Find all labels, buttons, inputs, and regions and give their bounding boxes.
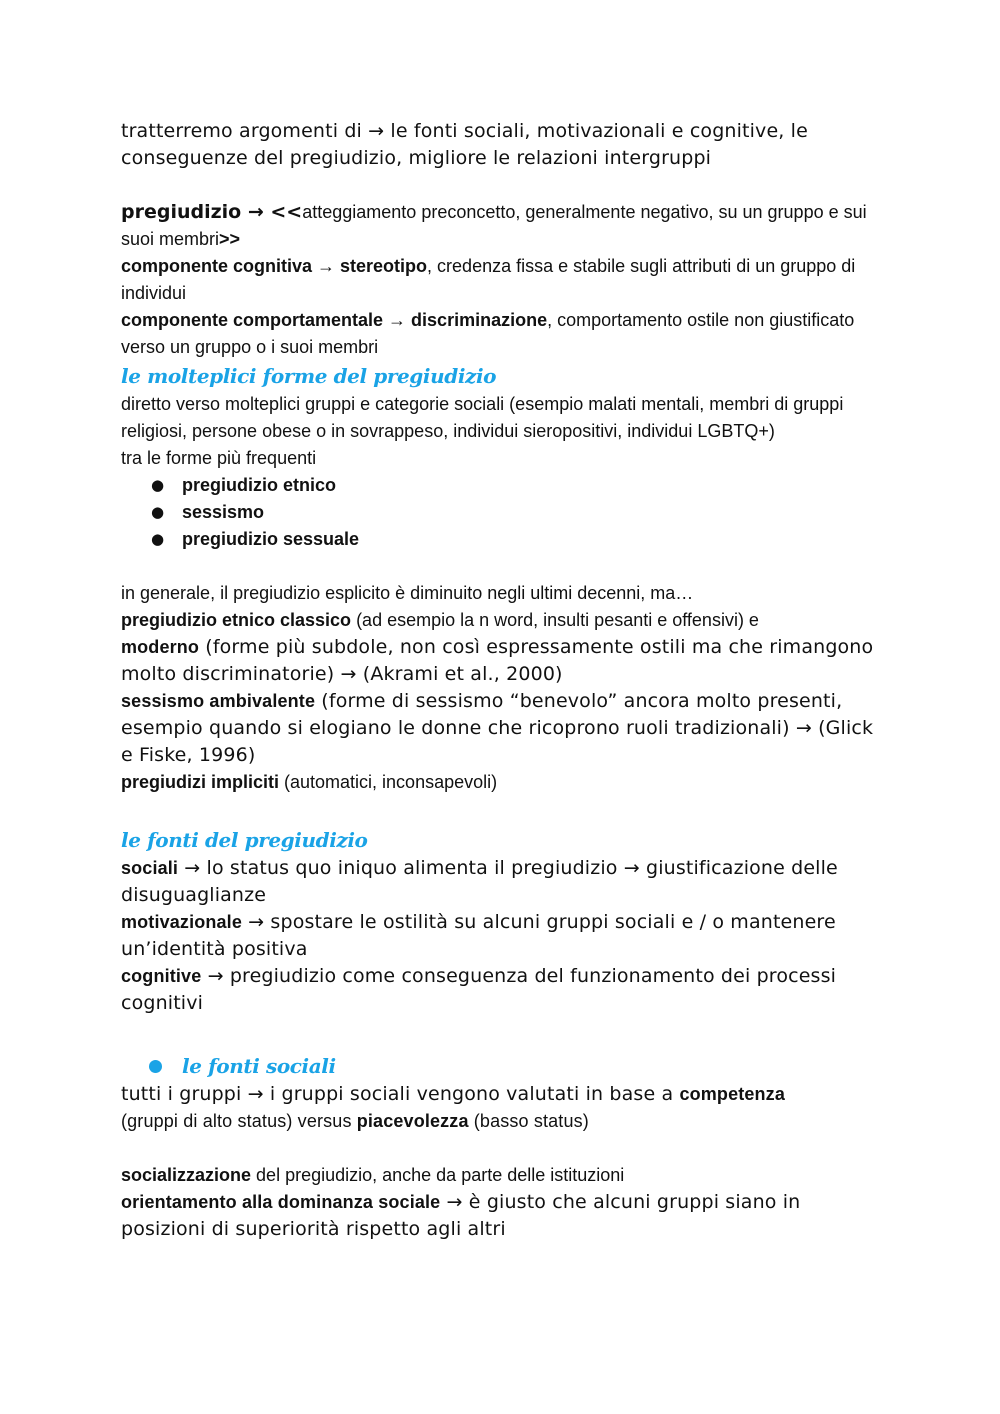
sociali-def: → lo status quo iniquo alimenta il pregiudizio → giustificazione delle disuguaglianze: [121, 857, 838, 906]
orientamento-term: orientamento alla dominanza sociale: [121, 1192, 441, 1212]
list-item-label: pregiudizio sessuale: [182, 529, 360, 549]
pregiudizio-term: pregiudizio → <<: [121, 201, 303, 223]
moderno-paragraph: [121, 634, 881, 688]
pregiudizio-definition: [121, 199, 881, 253]
spacer: [121, 1135, 881, 1162]
list-item: [121, 526, 881, 553]
list-item-label: pregiudizio etnico: [182, 475, 337, 495]
fonti-cognitive-paragraph: [121, 963, 881, 1017]
sessismo-paragraph: [121, 688, 881, 769]
sociali-term: sociali: [121, 858, 179, 878]
sessismo-term: sessismo ambivalente: [121, 691, 316, 711]
bullet-icon: ●: [151, 530, 165, 548]
forme-text: diretto verso molteplici gruppi e categorie sociali (esempio malati mentali, membri di gruppi religiosi, persone obese o in sovrappeso, individui sieropositivi, individui LGBTQ+): [121, 394, 844, 441]
sessismo-def: (forme di sessismo “benevolo” ancora molto presenti, esempio quando si elogiano le donne che ricoprono ruoli tradizionali) → (Glick e Fiske, 1996): [121, 690, 874, 766]
cognitiva-definition: [121, 253, 881, 307]
forme-frequenti-text: tra le forme più frequenti: [121, 448, 317, 468]
impliciti-term: pregiudizi impliciti: [121, 772, 280, 792]
motivazionale-def: → spostare le ostilità su alcuni gruppi sociali e / o mantenere un’identità positiva: [121, 911, 836, 960]
piacevolezza-term: piacevolezza: [356, 1111, 469, 1131]
heading-fonti-sociali: [121, 1051, 881, 1081]
socializzazione-paragraph: [121, 1162, 881, 1189]
impliciti-paragraph: [121, 769, 881, 796]
cognitiva-def: , credenza fissa e stabile sugli attributi di un gruppo di individui: [121, 256, 856, 303]
intro-paragraph: [121, 118, 881, 172]
list-item: [121, 499, 881, 526]
spacer: [121, 553, 881, 580]
comportamentale-def: , comportamento ostile non giustificato verso un gruppo o i suoi membri: [121, 310, 855, 357]
cognitiva-term: componente cognitiva → stereotipo: [121, 256, 428, 276]
competenza-term: competenza: [679, 1084, 785, 1104]
moderno-term: moderno: [121, 637, 200, 657]
generale-text: in generale, il pregiudizio esplicito è diminuito negli ultimi decenni, ma…: [121, 583, 694, 603]
heading-fonti-sociali-label: le fonti sociali: [182, 1054, 336, 1078]
heading-fonti-pregiudizio: le fonti del pregiudizio: [121, 828, 368, 852]
forme-bullet-list: [121, 472, 881, 553]
fonti-sociali-paragraph: [121, 855, 881, 909]
socializzazione-def: del pregiudizio, anche da parte delle istituzioni: [251, 1165, 625, 1185]
spacer: [121, 1017, 881, 1051]
etnico-classico-paragraph: [121, 607, 881, 634]
list-item-label: sessismo: [182, 502, 265, 522]
heading-molteplici-forme: le molteplici forme del pregiudizio: [121, 364, 497, 388]
list-item: [121, 472, 881, 499]
pregiudizio-close: >>: [219, 229, 241, 249]
comportamentale-term: componente comportamentale → discriminazione: [121, 310, 548, 330]
comportamentale-definition: [121, 307, 881, 361]
intro-text: tratterremo argomenti di → le fonti sociali, motivazionali e cognitive, le conseguenze del pregiudizio, migliore le relazioni intergruppi: [121, 120, 808, 169]
tutti-gruppi-paragraph: [121, 1081, 881, 1135]
tutti-text-c: (basso status): [468, 1111, 589, 1131]
socializzazione-term: socializzazione: [121, 1165, 252, 1185]
bullet-icon: ●: [151, 476, 165, 494]
moderno-def: (forme più subdole, non così espressamente ostili ma che rimangono molto discriminatorie) → (Akrami et al., 2000): [121, 636, 874, 685]
bullet-icon: [149, 1060, 162, 1073]
orientamento-paragraph: [121, 1189, 881, 1243]
bullet-icon: ●: [151, 503, 165, 521]
cognitive-def: → pregiudizio come conseguenza del funzionamento dei processi cognitivi: [121, 965, 837, 1014]
pregiudizio-def: atteggiamento preconcetto, generalmente negativo, su un gruppo e sui suoi membri: [121, 202, 867, 249]
document-page: [121, 118, 881, 1243]
orientamento-def: → è giusto che alcuni gruppi siano in posizioni di superiorità rispetto agli altri: [121, 1191, 801, 1240]
etnico-term: pregiudizio etnico classico: [121, 610, 352, 630]
spacer: [121, 172, 881, 199]
tutti-text-a: tutti i gruppi → i gruppi sociali vengono valutati in base a: [121, 1083, 680, 1105]
spacer: [121, 796, 881, 825]
tutti-text-b: (gruppi di alto status) versus: [121, 1111, 357, 1131]
fonti-motivazionale-paragraph: [121, 909, 881, 963]
motivazionale-term: motivazionale: [121, 912, 242, 932]
impliciti-def: (automatici, inconsapevoli): [279, 772, 498, 792]
cognitive-term: cognitive: [121, 966, 202, 986]
etnico-def: (ad esempio la n word, insulti pesanti e offensivi) e: [351, 610, 759, 630]
